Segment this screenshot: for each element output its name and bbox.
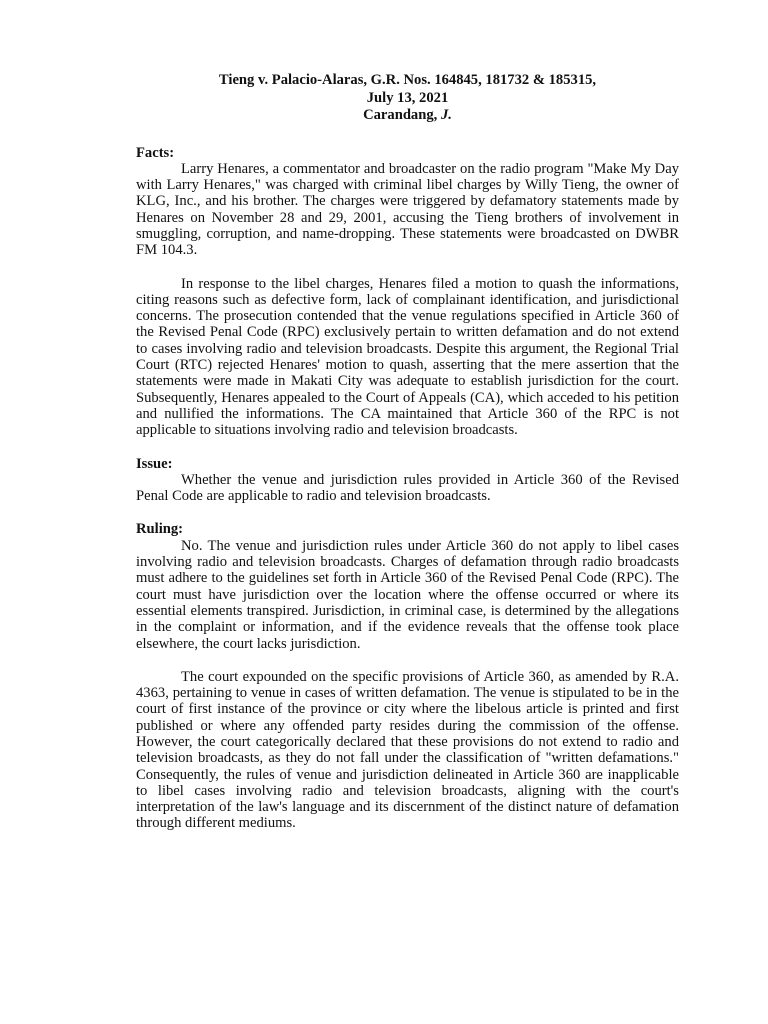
facts-paragraph-2: In response to the libel charges, Henares filed a motion to quash the informations, citing reasons such as defective form, lack of complainant identification, and jurisdictional concerns. The prosecution contended that the venue regulations specified in Article 360 of the Revised Penal Code (RPC) exclusively pertain to written defamation and do not extend to cases involving radio and television broadcasts. Despite this argument, the Regional Trial Court (RTC) rejected Henares' motion to quash, asserting that the mere assertion that the statements were made in Makati City was adequate to establish jurisdiction for the court. Subsequently, Henares appealed to the Court of Appeals (CA), which acceded to his petition and nullified the informations. The CA maintained that Article 360 of the RPC is not applicable to situations involving radio and television broadcasts. xyxy=(136,275,679,439)
facts-heading: Facts: xyxy=(136,144,175,161)
ponente-name: Carandang, xyxy=(363,107,441,123)
facts-paragraph-1: Larry Henares, a commentator and broadcaster on the radio program "Make My Day with Larry Henares," was charged with criminal libel charges by Willy Tieng, the owner of KLG, Inc., and his brother. The charges were triggered by defamatory statements made by Henares on November 28 and 29, 2001, accusing the Tieng brothers of involvement in smuggling, corruption, and name-dropping. These statements were broadcasted on DWBR FM 104.3. xyxy=(136,160,679,259)
ruling-paragraph-1: No. The venue and jurisdiction rules under Article 360 do not apply to libel cases involving radio and television broadcasts. Charges of defamation through radio broadcasts must adhere to the guidelines set forth in Article 360 of the Revised Penal Code (RPC). The court must have jurisdiction over the location where the offense occurred or where its essential elements transpired. Jurisdiction, in criminal case, is determined by the allegations in the complaint or information, and if the evidence reveals that the offense took place elsewhere, the court lacks jurisdiction. xyxy=(136,537,679,652)
case-date: July 13, 2021 xyxy=(366,89,449,106)
document-page xyxy=(136,72,679,832)
issue-paragraph-1: Whether the venue and jurisdiction rules provided in Article 360 of the Revised Penal Code are applicable to radio and television broadcasts. xyxy=(136,471,679,505)
case-header xyxy=(136,72,679,125)
ruling-paragraph-2: The court expounded on the specific provisions of Article 360, as amended by R.A. 4363, pertaining to venue in cases of written defamation. The venue is stipulated to be in the court of first instance of the province or city where the libelous article is printed and first published or where any offended party resides during the commission of the offense. However, the court categorically declared that these provisions do not extend to radio and television broadcasts, as they do not fall under the classification of "written defamations." Consequently, the rules of venue and jurisdiction delineated in Article 360 are inapplicable to libel cases involving radio and television broadcasts, aligning with the court's interpretation of the law's language and its discernment of the distinct nature of defamation through different mediums. xyxy=(136,668,679,832)
ponente-suffix: J. xyxy=(440,107,452,123)
paragraph-spacer xyxy=(136,259,679,276)
paragraph-spacer xyxy=(136,652,679,669)
case-title: Tieng v. Palacio-Alaras, G.R. Nos. 164845, 181732 & 185315, xyxy=(218,72,597,88)
ponente xyxy=(136,107,679,125)
section-spacer xyxy=(136,504,679,521)
section-spacer xyxy=(136,439,679,456)
ruling-heading: Ruling: xyxy=(136,521,184,538)
issue-heading: Issue: xyxy=(136,455,173,472)
